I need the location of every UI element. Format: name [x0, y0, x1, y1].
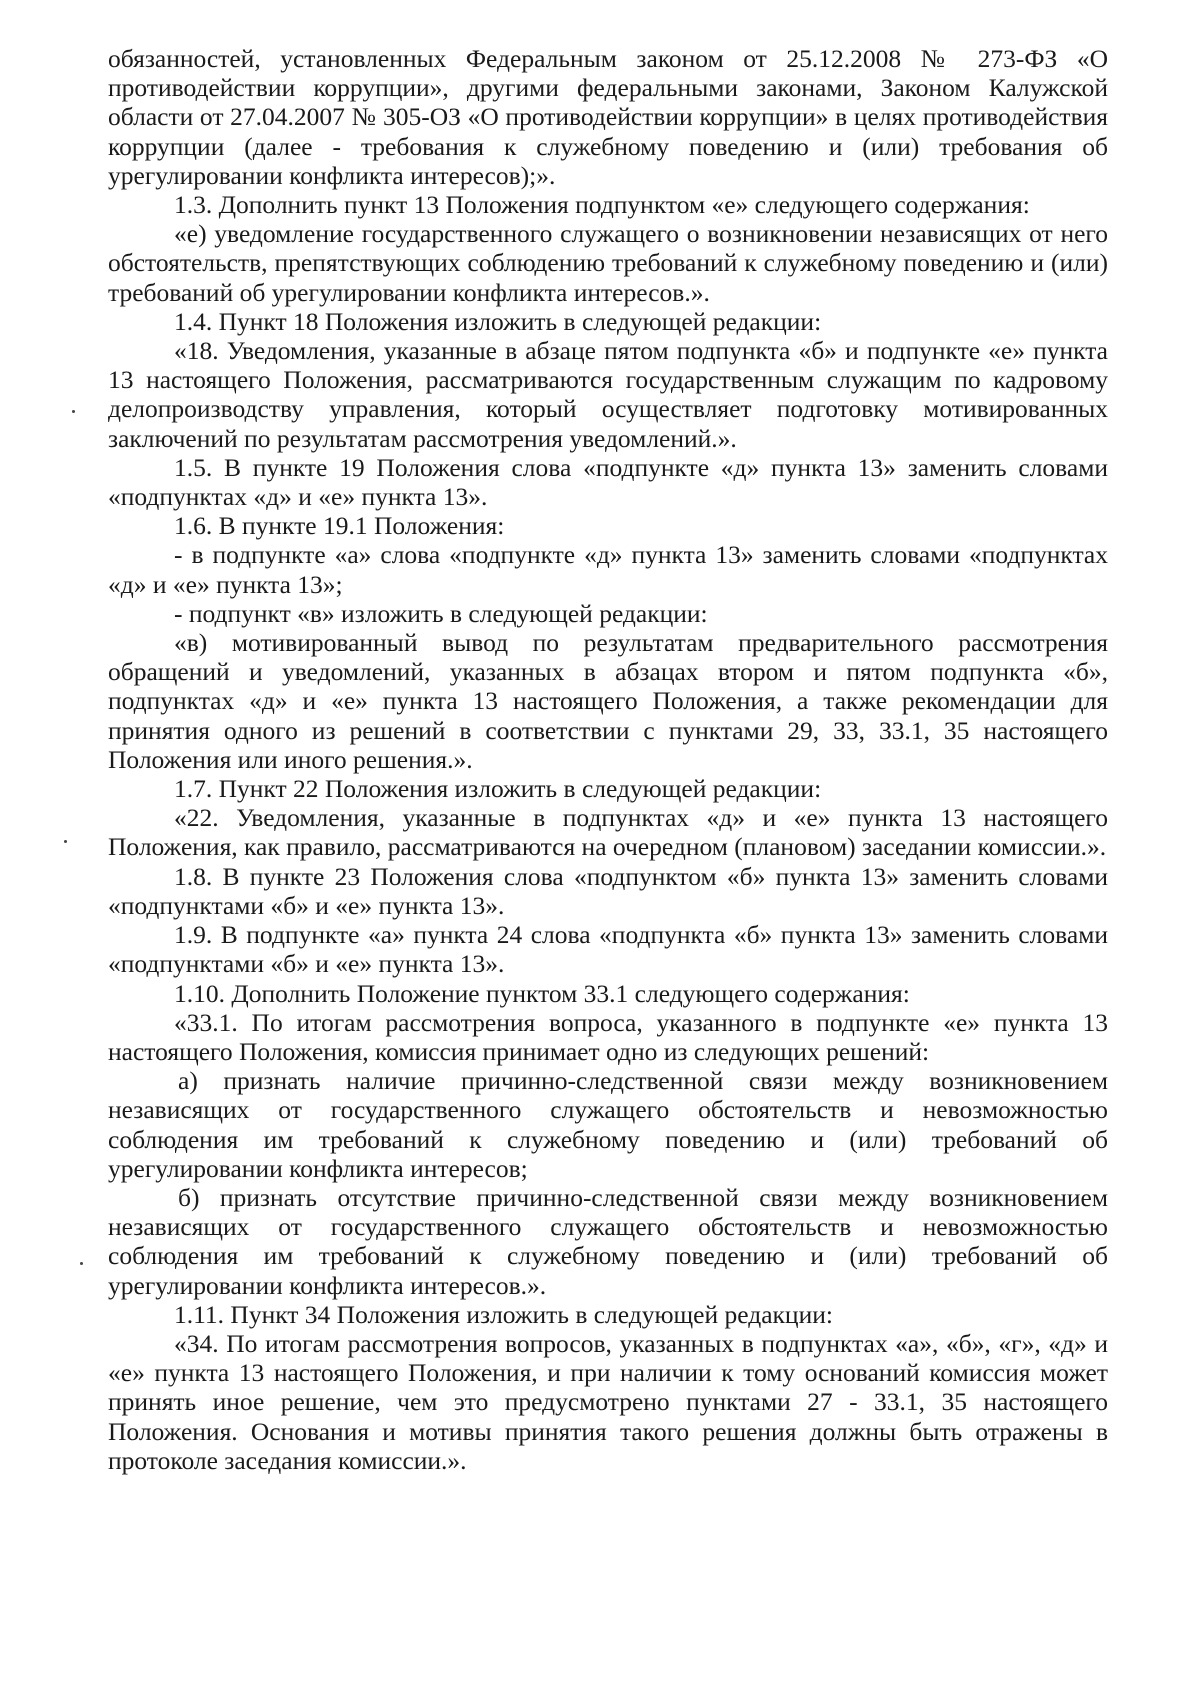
paragraph-1-8: 1.8. В пункте 23 Положения слова «подпунктом «б» пункта 13» заменить словами «подпунктами «б» и «е» пункта 13». — [108, 861, 1108, 920]
scan-speck — [64, 840, 67, 843]
scan-speck — [80, 1262, 83, 1265]
paragraph-1-6-a: - в подпункте «а» слова «подпункте «д» пункта 13» заменить словами «подпунктах «д» и «е» пункта 13»; — [108, 540, 1108, 599]
paragraph-1-11: 1.11. Пункт 34 Положения изложить в следующей редакции: — [174, 1299, 833, 1329]
scan-speck — [72, 410, 75, 413]
paragraph-1-10-a: а) признать наличие причинно-следственной связи между возникновением независящих от государственного служащего обстоятельств и невозможностью соблюдения им требований к служебному поведению и (или) требований об урегулировании конфликта интересов; — [108, 1066, 1108, 1183]
paragraph-1-7-text: «22. Уведомления, указанные в подпунктах «д» и «е» пункта 13 настоящего Положения, как правило, рассматриваются на очередном (плановом) заседании комиссии.». — [108, 803, 1108, 862]
paragraph-1-6: 1.6. В пункте 19.1 Положения: — [174, 511, 505, 541]
paragraph-1-10-b: б) признать отсутствие причинно-следственной связи между возникновением независящих от государственного служащего обстоятельств и невозможностью соблюдения им требований к служебному поведению и (или) требований об урегулировании конфликта интересов.». — [108, 1182, 1108, 1300]
paragraph-1-10-text: «33.1. По итогам рассмотрения вопроса, указанного в подпункте «е» пункта 13 настоящего Положения, комиссия принимает одно из следующих решений: — [108, 1007, 1108, 1066]
paragraph-1-4-text: «18. Уведомления, указанные в абзаце пятом подпункта «б» и подпункте «е» пункта 13 настоящего Положения, рассматриваются государственным служащим по кадровому делопроизводству управления, который осуществляет подготовку мотивированных заключений по результатам рассмотрения уведомлений.». — [108, 336, 1108, 453]
paragraph-1-5: 1.5. В пункте 19 Положения слова «подпункте «д» пункта 13» заменить словами «подпунктах «д» и «е» пункта 13». — [108, 452, 1108, 512]
paragraph-continuation: обязанностей, установленных Федеральным законом от 25.12.2008 № 273-ФЗ «О противодействии коррупции», другими федеральными законами, Законом Калужской области от 27.04.2007 № 305-ОЗ «О противодействии коррупции» в целях противодействия коррупции (далее - требования к служебному поведению и (или) требования об урегулировании конфликта интересов);». — [108, 44, 1108, 190]
paragraph-1-3-text: «е) уведомление государственного служащего о возникновении независящих от него обстоятельств, препятствующих соблюдению требований к служебному поведению и (или) требований об урегулировании конфликта интересов.». — [108, 219, 1108, 307]
paragraph-1-11-text: «34. По итогам рассмотрения вопросов, указанных в подпунктах «а», «б», «г», «д» и «е» пункта 13 настоящего Положения, и при наличии к тому оснований комиссия может принять иное решение, чем это предусмотрено пунктами 27 - 33.1, 35 настоящего Положения. Основания и мотивы принятия такого решения должны быть отражены в протоколе заседания комиссии.». — [108, 1328, 1108, 1475]
paragraph-1-4: 1.4. Пункт 18 Положения изложить в следующей редакции: — [174, 306, 822, 336]
paragraph-1-9: 1.9. В подпункте «а» пункта 24 слова «подпункта «б» пункта 13» заменить словами «подпунктами «б» и «е» пункта 13». — [108, 920, 1108, 979]
paragraph-1-7: 1.7. Пункт 22 Положения изложить в следующей редакции: — [174, 774, 822, 804]
paragraph-1-3: 1.3. Дополнить пункт 13 Положения подпунктом «е» следующего содержания: — [174, 190, 1030, 220]
paragraph-1-6-v-text: «в) мотивированный вывод по результатам предварительного рассмотрения обращений и уведомлений, указанных в абзацах втором и пятом подпункта «б», подпунктах «д» и «е» пункта 13 настоящего Положения, а также рекомендации для принятия одного из решений в соответствии с пунктами 29, 33, 33.1, 35 настоящего Положения или иного решения.». — [108, 628, 1108, 774]
paragraph-1-6-v: - подпункт «в» изложить в следующей редакции: — [174, 598, 708, 628]
paragraph-1-10: 1.10. Дополнить Положение пунктом 33.1 следующего содержания: — [174, 978, 910, 1008]
